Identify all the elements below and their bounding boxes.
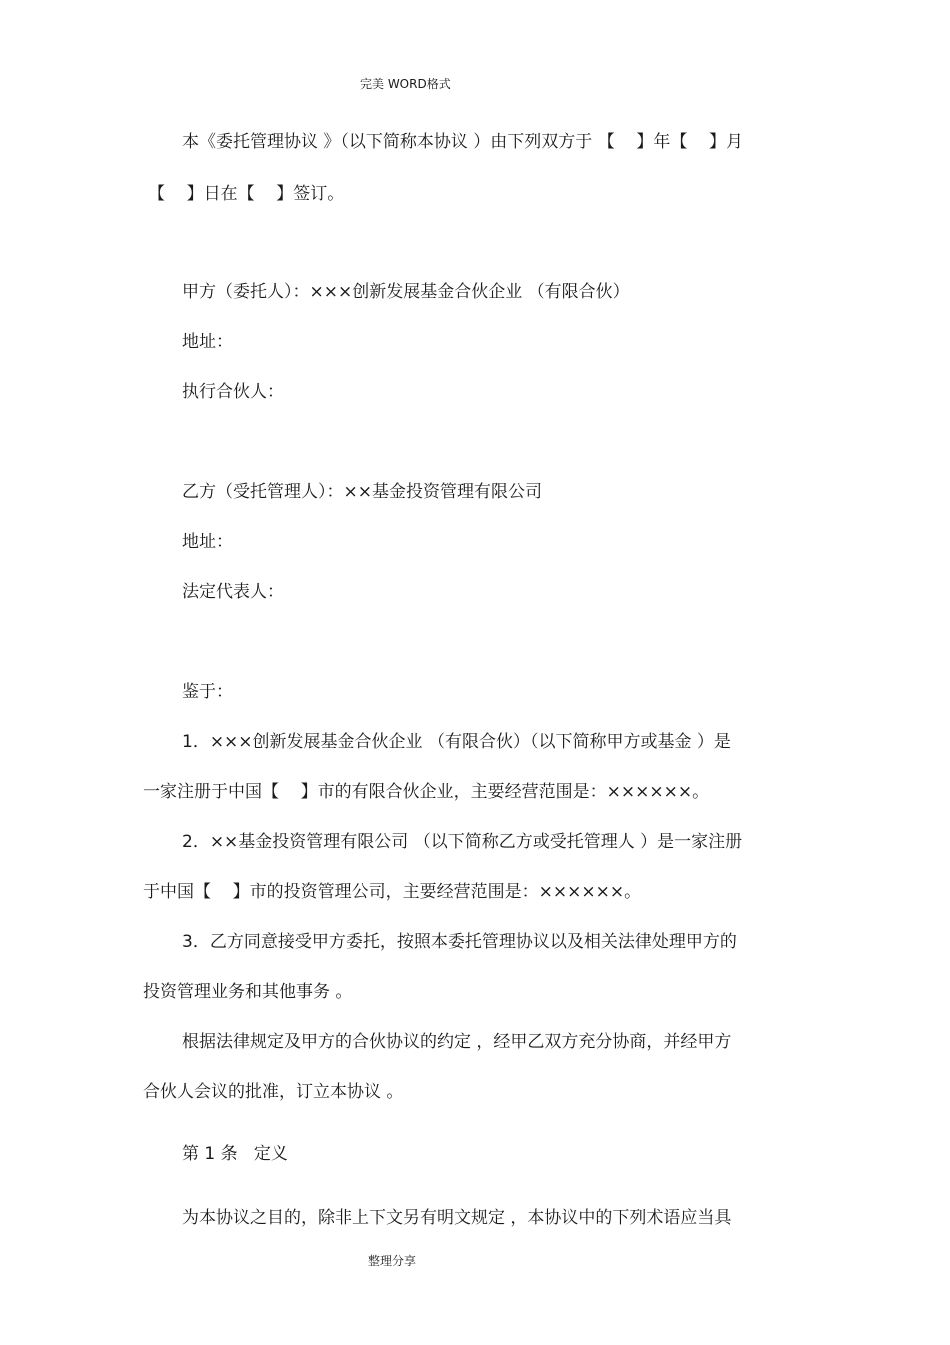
article-1-text: 为本协议之目的，除非上下文另有明文规定 ，本协议中的下列术语应当具 xyxy=(182,1208,732,1228)
basis-line-1: 根据法律规定及甲方的合伙协议的约定 ，经甲乙双方充分协商，并经甲方 xyxy=(182,1032,732,1052)
whereas-item-3-line-1: 3．乙方同意接受甲方委托，按照本委托管理协议以及相关法律处理甲方的 xyxy=(182,932,737,952)
party-b-name: 乙方（受托管理人）：××基金投资管理有限公司 xyxy=(182,482,542,502)
basis-line-2: 合伙人会议的批准，订立本协议 。 xyxy=(143,1082,404,1102)
intro-line-2: 【 】日在【 】签订。 xyxy=(148,184,345,204)
whereas-item-2-line-2: 于中国【 】市的投资管理公司，主要经营范围是：××××××。 xyxy=(143,882,642,902)
party-a-address: 地址： xyxy=(182,332,233,352)
whereas-item-2-line-1: 2．××基金投资管理有限公司 （以下简称乙方或受托管理人 ）是一家注册 xyxy=(182,832,743,852)
party-b-address: 地址： xyxy=(182,532,233,552)
whereas-item-3-line-2: 投资管理业务和其他事务 。 xyxy=(143,982,353,1002)
party-a-name: 甲方（委托人）：×××创新发展基金合伙企业 （有限合伙） xyxy=(182,282,630,302)
whereas-item-1-line-1: 1．×××创新发展基金合伙企业 （有限合伙）（以下简称甲方或基金 ）是 xyxy=(182,732,731,752)
page-footer: 整理分享 xyxy=(368,1254,417,1268)
intro-line-1: 本《委托管理协议 》（以下简称本协议 ）由下列双方于 【 】年【 】月 xyxy=(182,132,743,152)
page-header: 完美 WORD格式 xyxy=(360,77,451,91)
party-a-gp: 执行合伙人： xyxy=(182,382,284,402)
whereas-item-1-line-2: 一家注册于中国【 】市的有限合伙企业，主要经营范围是：××××××。 xyxy=(143,782,710,802)
article-1-title: 第 1 条 定义 xyxy=(182,1144,288,1164)
whereas-heading: 鉴于： xyxy=(182,682,233,702)
party-b-rep: 法定代表人： xyxy=(182,582,284,602)
